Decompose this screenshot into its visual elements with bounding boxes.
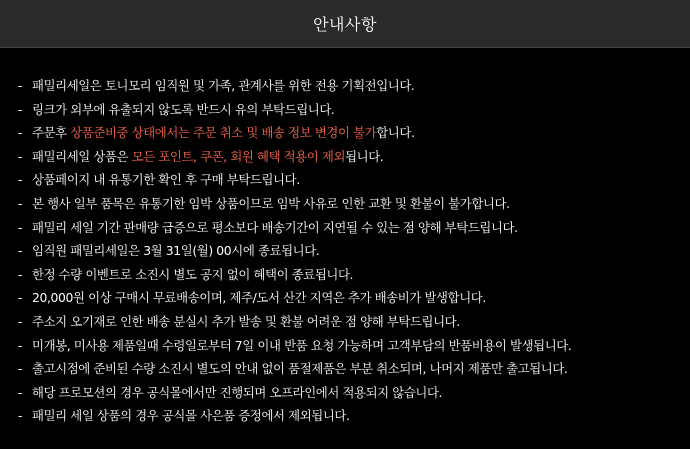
- notice-highlight: 모든 포인트, 쿠폰, 회원 혜택 적용이 제외: [131, 148, 346, 164]
- notice-item: [18, 334, 571, 358]
- notice-text: 패밀리세일 상품은: [32, 148, 132, 164]
- bullet-dash: -: [18, 148, 23, 164]
- notice-text: 링크가 외부에 유출되지 않도록 반드시 유의 부탁드립니다.: [32, 101, 335, 117]
- notice-item: [18, 239, 571, 263]
- notice-item: [18, 192, 571, 216]
- notice-item: [18, 168, 571, 192]
- notice-item: [18, 121, 571, 145]
- notice-item: [18, 263, 571, 287]
- title-bar: [0, 0, 690, 47]
- notice-item: [18, 286, 571, 310]
- bullet-dash: -: [18, 172, 23, 188]
- bullet-dash: -: [18, 266, 23, 282]
- page-title: 안내사항: [313, 15, 377, 34]
- notice-text: 출고시점에 준비된 수량 소진시 별도의 안내 없이 품절제품은 부분 취소되며, 나머지 제품만 출고됩니다.: [32, 361, 568, 377]
- notice-text: 상품페이지 내 유통기한 확인 후 구매 부탁드립니다.: [32, 172, 300, 188]
- notice-item: [18, 404, 571, 428]
- notice-item: [18, 357, 571, 381]
- notice-text: 해당 프로모션의 경우 공식몰에서만 진행되며 오프라인에서 적용되지 않습니다.: [32, 384, 443, 400]
- notice-text: 주문후: [32, 125, 71, 141]
- notice-item: [18, 216, 571, 240]
- bullet-dash: -: [18, 384, 23, 400]
- notice-text: 미개봉, 미사용 제품일때 수령일로부터 7일 이내 반품 요청 가능하며 고객부담의 반품비용이 발생됩니다.: [32, 337, 572, 353]
- notice-text: 합니다.: [376, 125, 415, 141]
- bullet-dash: -: [18, 78, 23, 93]
- notice-highlight: 상품준비중 상태에서는 주문 취소 및 배송 정보 변경이 불가: [70, 125, 377, 141]
- bullet-dash: -: [18, 313, 23, 329]
- bullet-dash: -: [18, 195, 23, 211]
- notice-text: 임직원 패밀리세일은 3월 31일(월) 00시에 종료됩니다.: [32, 243, 320, 259]
- notice-text: 주소지 오기재로 인한 배송 분실시 추가 발송 및 환불 어려운 점 양해 부탁드립니다.: [32, 313, 460, 329]
- notice-text: 한정 수량 이벤트로 소진시 별도 공지 없이 혜택이 종료됩니다.: [32, 266, 354, 282]
- bullet-dash: -: [18, 361, 23, 377]
- bullet-dash: -: [18, 101, 23, 117]
- notice-text: 본 행사 일부 품목은 유통기한 임박 상품이므로 임박 사유로 인한 교환 및 환불이 불가합니다.: [32, 195, 510, 211]
- title-divider: [0, 47, 690, 48]
- notice-item: [18, 310, 571, 334]
- notice-text: 됩니다.: [345, 148, 384, 164]
- bullet-dash: -: [18, 243, 23, 259]
- bullet-dash: -: [18, 125, 23, 141]
- notice-item: [18, 98, 571, 122]
- notice-text: 패밀리 세일 기간 판매량 급증으로 평소보다 배송기간이 지연될 수 있는 점 양해 부탁드립니다.: [32, 219, 518, 235]
- bullet-dash: -: [18, 290, 23, 306]
- notice-text: 20,000원 이상 구매시 무료배송이며, 제주/도서 산간 지역은 추가 배송비가 발생합니다.: [32, 290, 486, 306]
- notice-text: 패밀리 세일 상품의 경우 공식몰 사은품 증정에서 제외됩니다.: [32, 408, 350, 424]
- notice-item: [18, 145, 571, 169]
- notice-item: [18, 74, 571, 98]
- bullet-dash: -: [18, 337, 23, 353]
- bullet-dash: -: [18, 408, 23, 424]
- notice-list: [18, 74, 571, 428]
- bullet-dash: -: [18, 219, 23, 235]
- notice-item: [18, 381, 571, 405]
- notice-text: 패밀리세일은 토니모리 임직원 및 가족, 관계사를 위한 전용 기획전입니다.: [32, 78, 415, 93]
